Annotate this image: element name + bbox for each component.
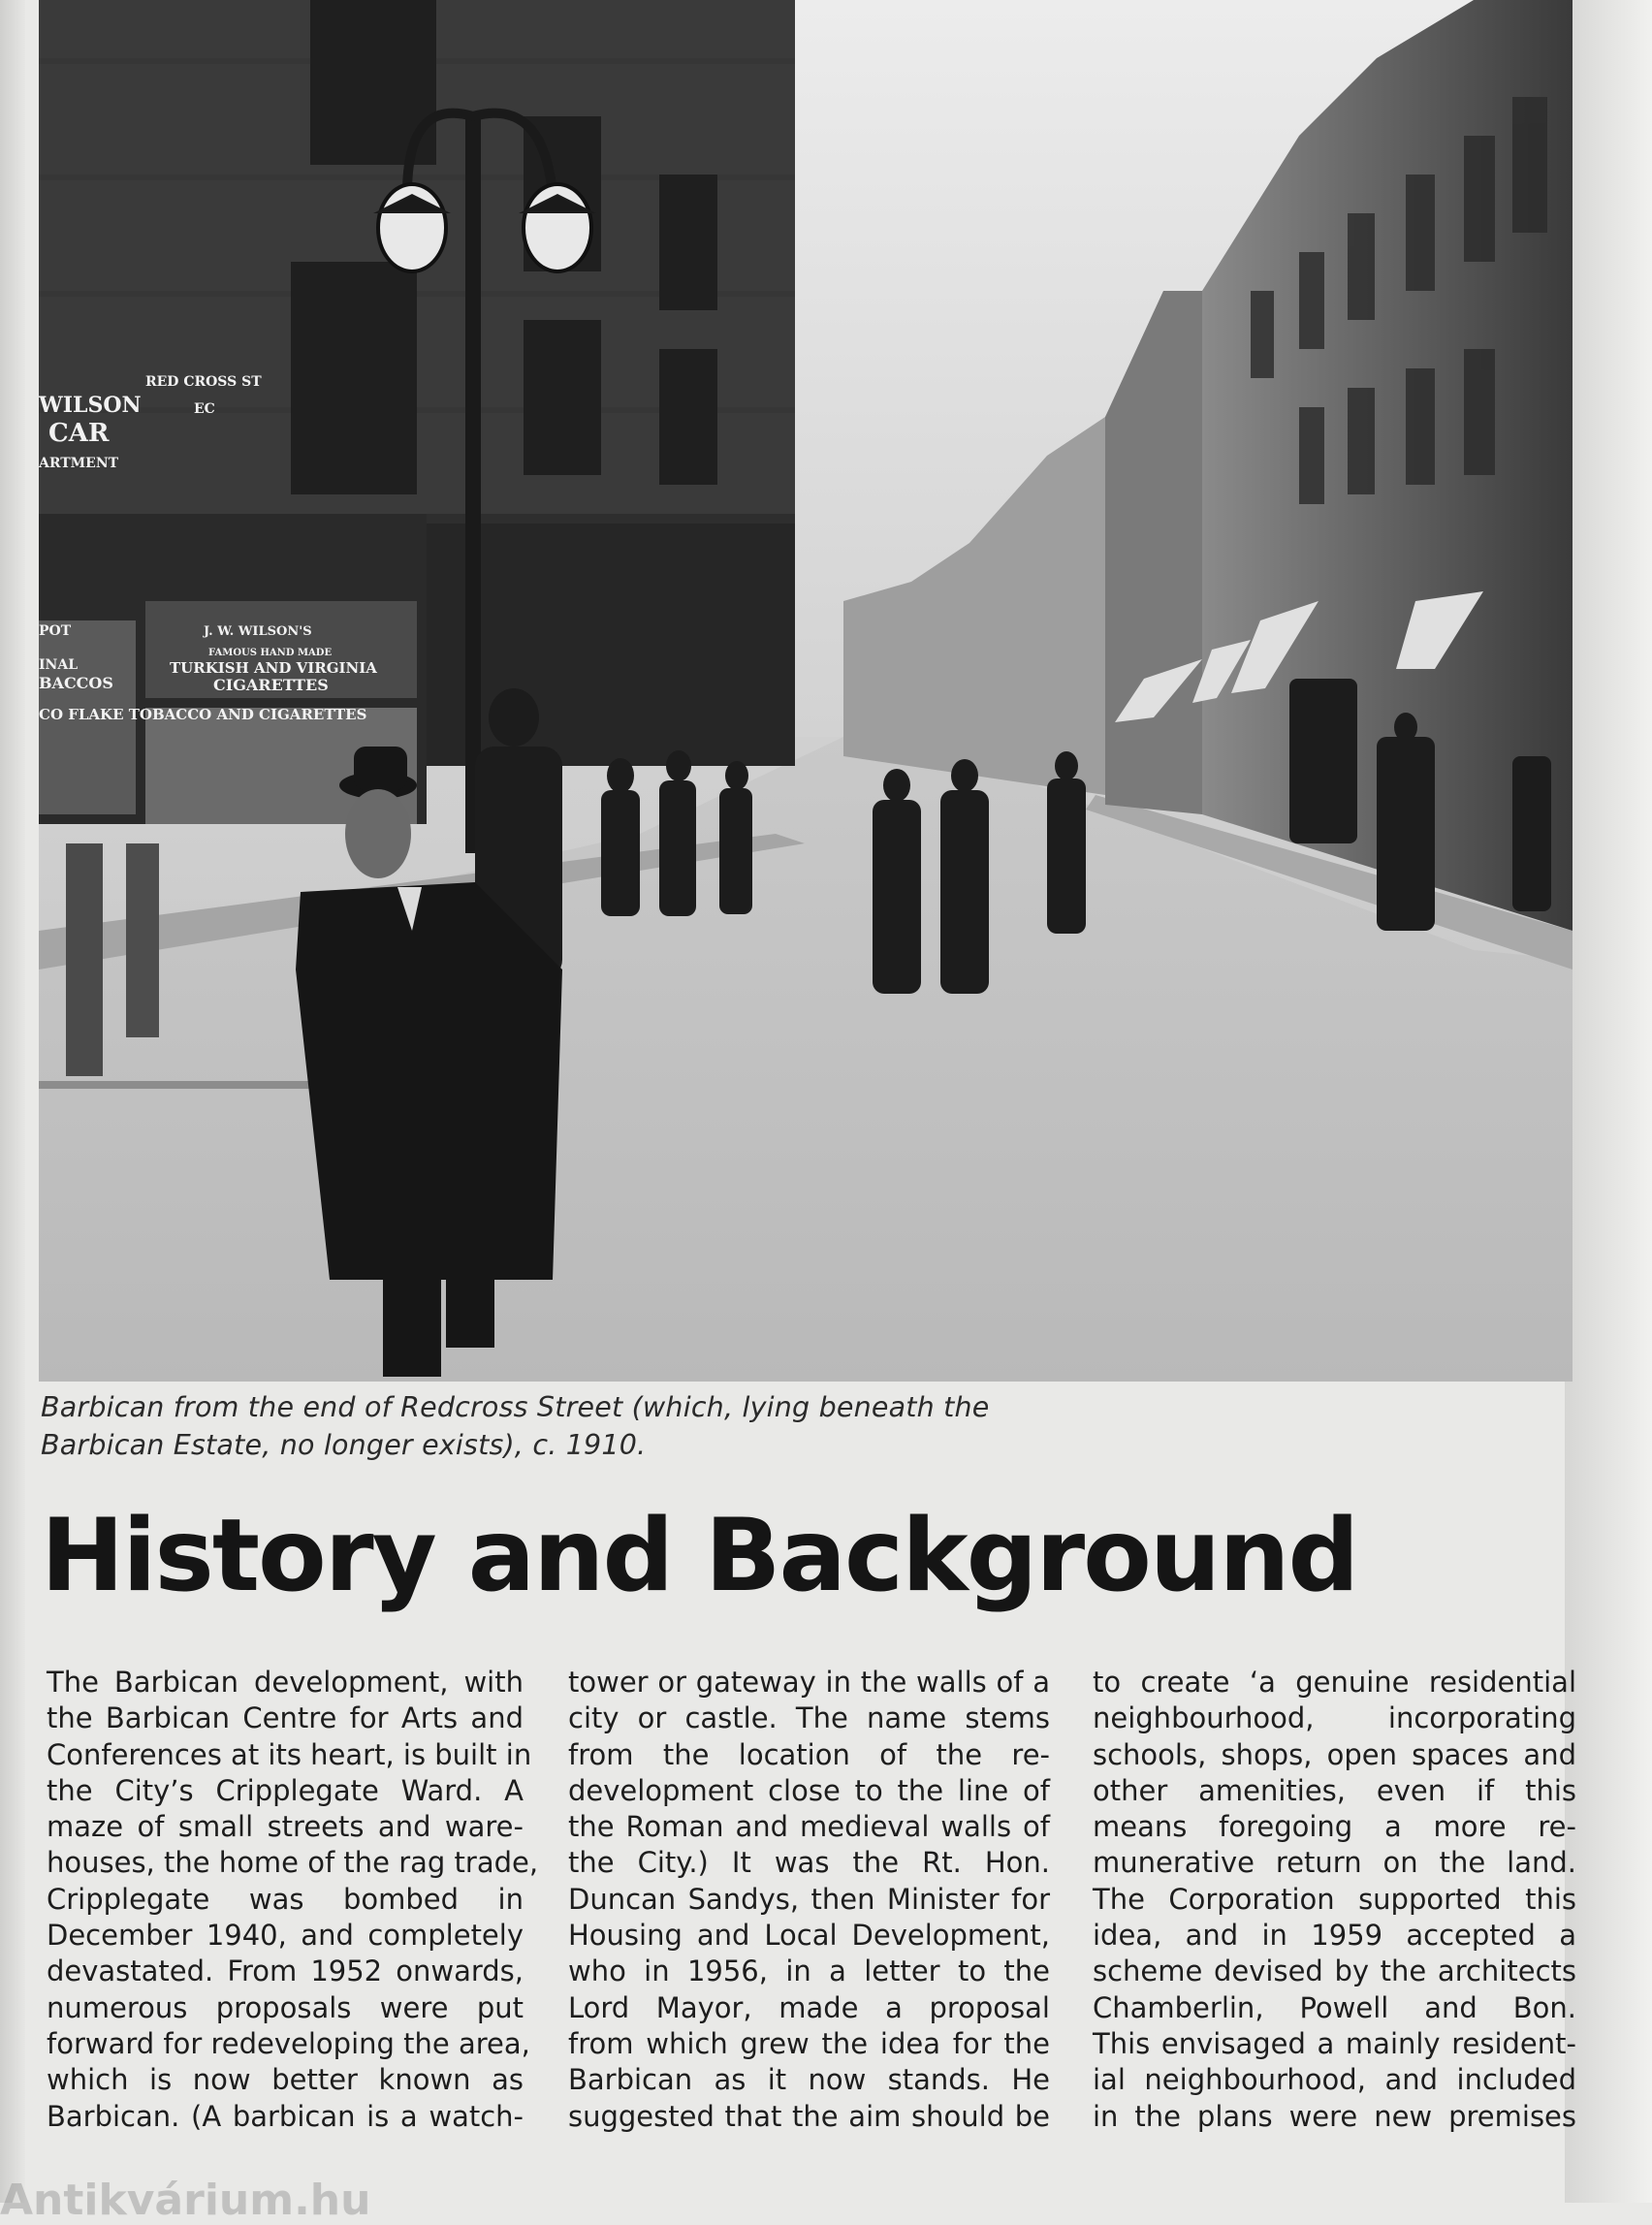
sign-turkish: TURKISH AND VIRGINIA xyxy=(170,659,377,677)
page-edge-right xyxy=(1565,0,1652,2203)
sign-pot: POT xyxy=(39,623,72,639)
text-column-3 xyxy=(1093,1665,1576,2135)
sign-artment: ARTMENT xyxy=(39,456,119,471)
text-line: neighbourhood, incorporating xyxy=(1093,1701,1576,1735)
text-line: which is now better known as xyxy=(47,2063,524,2097)
text-line: the City’s Cripplegate Ward. A xyxy=(47,1773,524,1807)
sign-inal: INAL xyxy=(39,657,79,673)
text-line: The Barbican development, with xyxy=(47,1666,524,1699)
text-line: city or castle. The name stems xyxy=(568,1701,1050,1735)
text-line: from which grew the idea for the xyxy=(568,2026,1050,2060)
text-line: to create ‘a genuine residential xyxy=(1093,1666,1576,1699)
text-line: scheme devised by the architects xyxy=(1093,1955,1576,1988)
text-line: forward for redeveloping the area, xyxy=(47,2026,530,2060)
caption-line: Barbican Estate, no longer exists), c. 1910. xyxy=(41,1429,647,1461)
sign-redcross: RED CROSS ST xyxy=(145,374,262,390)
caption-line: Barbican from the end of Redcross Street (which, lying beneath the xyxy=(41,1391,990,1423)
text-line: Cripplegate was bombed in xyxy=(47,1882,524,1916)
photo-caption xyxy=(41,1388,1107,1464)
sign-cigarettes: CIGARETTES xyxy=(213,676,329,694)
text-line: This envisaged a mainly resident- xyxy=(1093,2026,1576,2060)
text-line: other amenities, even if this xyxy=(1093,1773,1576,1807)
text-line: December 1940, and completely xyxy=(47,1919,524,1953)
text-line: development close to the line of xyxy=(568,1773,1050,1807)
text-line: The Corporation supported this xyxy=(1093,1882,1576,1916)
text-line: idea, and in 1959 accepted a xyxy=(1093,1919,1576,1953)
text-line: Duncan Sandys, then Minister for xyxy=(568,1882,1050,1916)
text-line: Housing and Local Development, xyxy=(568,1919,1050,1953)
text-line: Lord Mayor, made a proposal xyxy=(568,1990,1050,2024)
text-line: houses, the home of the rag trade, xyxy=(47,1846,539,1880)
watermark: Antikvárium.hu xyxy=(0,2176,371,2225)
text-line: Barbican. (A barbican is a watch- xyxy=(47,2099,524,2133)
text-line: numerous proposals were put xyxy=(47,1990,524,2024)
text-line: munerative return on the land. xyxy=(1093,1846,1576,1880)
text-line: suggested that the aim should be xyxy=(568,2099,1050,2133)
text-line: the City.) It was the Rt. Hon. xyxy=(568,1846,1050,1880)
text-line: who in 1956, in a letter to the xyxy=(568,1955,1050,1988)
text-line: schools, shops, open spaces and xyxy=(1093,1737,1576,1771)
text-column-2 xyxy=(568,1665,1050,2135)
sign-car: CAR xyxy=(48,419,110,448)
historic-street-photo xyxy=(39,0,1573,1382)
text-line: ial neighbourhood, and included xyxy=(1093,2063,1576,2097)
page-edge-shadow xyxy=(0,0,25,2203)
sign-ec: EC xyxy=(194,401,215,417)
sign-famous: FAMOUS HAND MADE xyxy=(208,648,333,658)
text-line: maze of small streets and ware- xyxy=(47,1810,524,1844)
text-line: in the plans were new premises xyxy=(1093,2099,1576,2133)
sign-baccos: BACCOS xyxy=(39,674,113,692)
text-line: Conferences at its heart, is built in xyxy=(47,1737,532,1771)
text-line: the Roman and medieval walls of xyxy=(568,1810,1050,1844)
text-column-1 xyxy=(47,1665,539,2135)
text-line: Chamberlin, Powell and Bon. xyxy=(1093,1990,1576,2024)
sign-jwilson: J. W. WILSON'S xyxy=(204,624,312,639)
text-line: from the location of the re- xyxy=(568,1737,1050,1771)
sign-flake: CO FLAKE TOBACCO AND CIGARETTES xyxy=(39,706,367,723)
sign-wilson: WILSON xyxy=(39,393,142,418)
text-line: devastated. From 1952 onwards, xyxy=(47,1955,524,1988)
section-title: History and Background xyxy=(41,1498,1358,1614)
text-line: Barbican as it now stands. He xyxy=(568,2063,1050,2097)
text-line: tower or gateway in the walls of a xyxy=(568,1666,1050,1699)
text-line: the Barbican Centre for Arts and xyxy=(47,1701,524,1735)
text-line: means foregoing a more re- xyxy=(1093,1810,1576,1844)
